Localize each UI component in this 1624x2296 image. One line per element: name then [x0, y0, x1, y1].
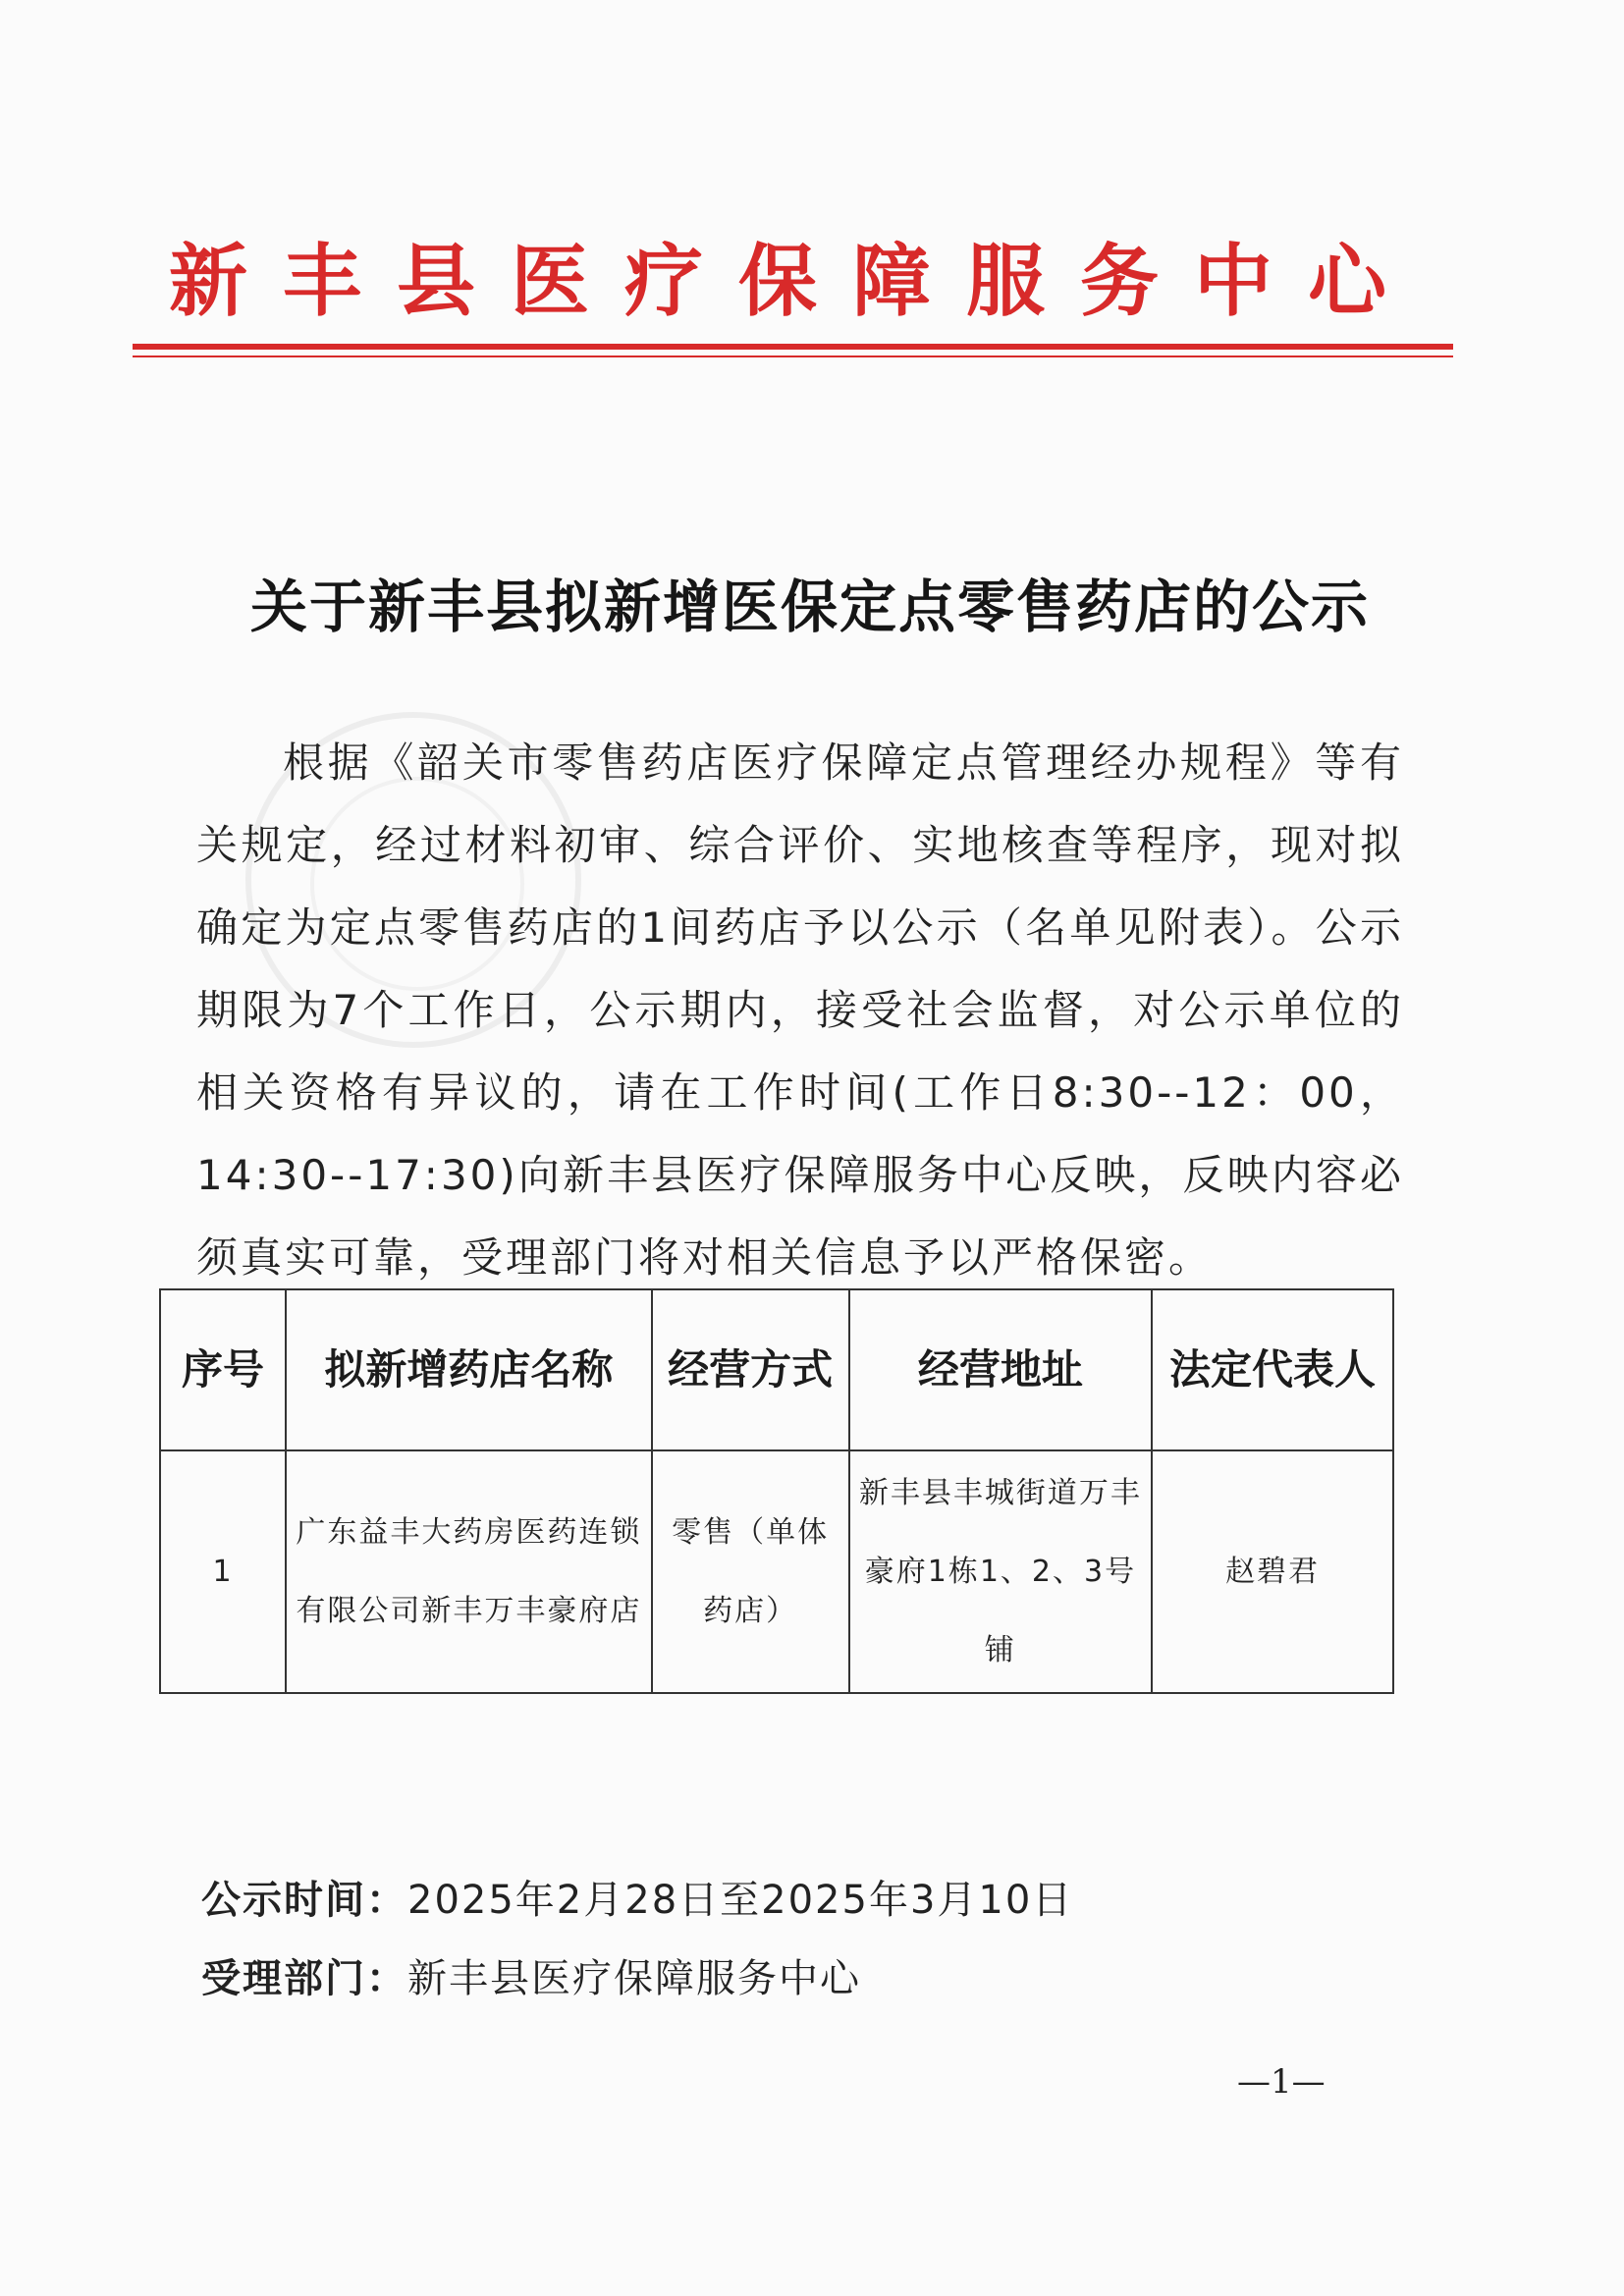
- table-header-row: [160, 1289, 1393, 1450]
- red-header-rule: [133, 344, 1453, 350]
- col-header-business-address: 经营地址: [849, 1289, 1152, 1450]
- notice-period-line: [201, 1871, 1073, 1930]
- document-title: 关于新丰县拟新增医保定点零售药店的公示: [249, 574, 1370, 640]
- receiving-dept-value: 新丰县医疗保障服务中心: [407, 1956, 861, 2001]
- table-row: [160, 1450, 1393, 1693]
- cell-legal-representative: 赵碧君: [1152, 1450, 1393, 1693]
- col-header-pharmacy-name: 拟新增药店名称: [286, 1289, 651, 1450]
- cell-business-address: 新丰县丰城街道万丰豪府1栋1、2、3号铺: [849, 1450, 1152, 1693]
- page-number: —1—: [1237, 2062, 1326, 2102]
- red-header-rule-thin: [133, 355, 1453, 357]
- cell-index: 1: [160, 1450, 286, 1693]
- notice-period-value: 2025年2月28日至2025年3月10日: [407, 1878, 1074, 1923]
- cell-business-mode: 零售（单体药店）: [652, 1450, 849, 1693]
- cell-pharmacy-name: 广东益丰大药房医药连锁有限公司新丰万丰豪府店: [286, 1450, 651, 1693]
- pharmacy-table: [159, 1288, 1394, 1694]
- receiving-dept-line: [201, 1949, 861, 2008]
- notice-body-paragraph: 根据《韶关市零售药店医疗保障定点管理经办规程》等有关规定，经过材料初审、综合评价、实地核查等程序，现对拟确定为定点零售药店的1间药店予以公示（名单见附表）。公示期限为7个工作日，公示期内，接受社会监督，对公示单位的相关资格有异议的，请在工作时间(工作日8:30--12：00，14:30--17:30)向新丰县医疗保障服务中心反映，反映内容必须真实可靠，受理部门将对相关信息予以严格保密。: [196, 738, 1404, 1282]
- org-header-title: 新丰县医疗保障服务中心: [169, 236, 1422, 327]
- col-header-legal-representative: 法定代表人: [1152, 1289, 1393, 1450]
- receiving-dept-label: 受理部门：: [201, 1956, 407, 2001]
- col-header-business-mode: 经营方式: [652, 1289, 849, 1450]
- notice-period-label: 公示时间：: [201, 1878, 407, 1923]
- col-header-index: 序号: [160, 1289, 286, 1450]
